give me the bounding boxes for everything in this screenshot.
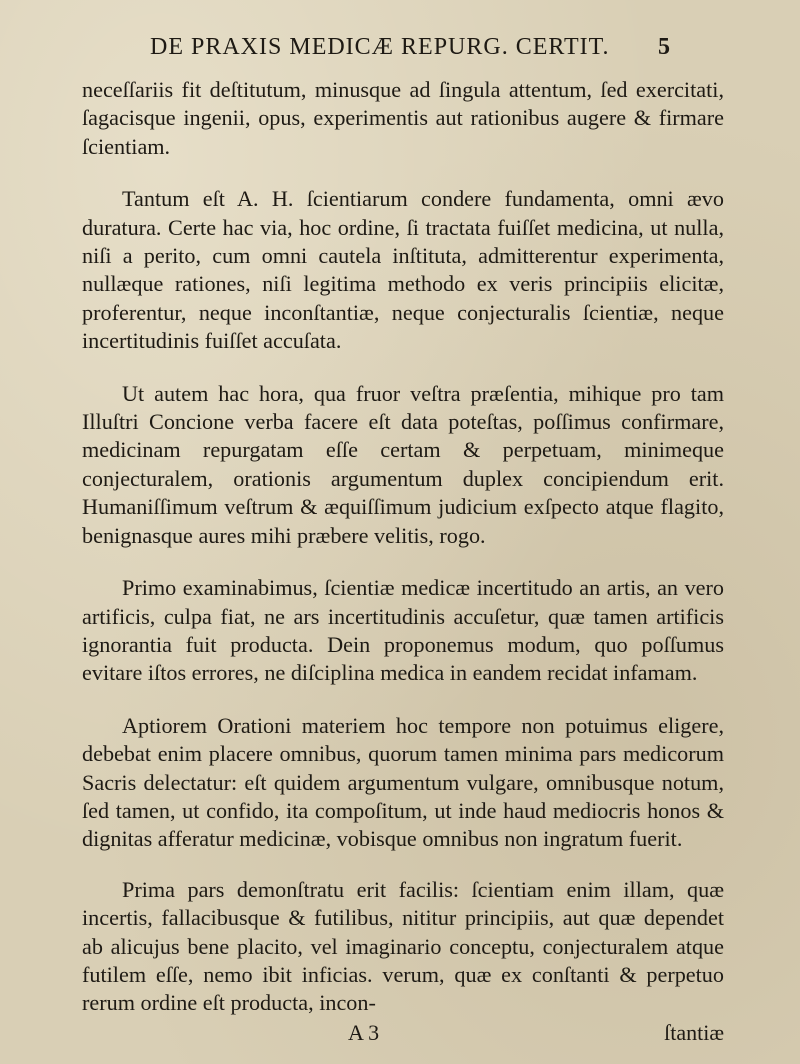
- page-number: 5: [658, 34, 670, 60]
- paragraph-prima-pars: Prima pars demonſtratu erit facilis: ſcientiam enim illam, quæ incertis, fallacibusque & futilibus, nititur principiis, aut quæ dependet ab alicujus bene placito, vel imaginario conceptu, conjecturalem atque futilem eſſe, nemo ibit inficias. verum, quæ ex conſtanti & perpetuo rerum ordine eſt producta, incon-: [82, 876, 724, 1016]
- paragraph-continuation: neceſſariis fit deſtitutum, minusque ad ſingula attentum, ſed exercitati, ſagacisque ingenii, opus, experimentis aut rationibus augere & firmare ſcientiam.: [82, 77, 724, 159]
- paragraph-primo: Primo examinabimus, ſcientiæ medicæ incertitudo an artis, an vero artificis, culpa fiat, ne ars incertitudinis accuſetur, quæ tamen artificis ignorantia fuit producta. Dein proponemus modum, quo poſſumus evitare iſtos errores, ne diſciplina medica in eandem recidat infamam.: [82, 575, 724, 686]
- paragraph-tantum: Tantum eſt A. H. ſcientiarum condere fundamenta, omni ævo duratura. Certe hac via, hoc ordine, ſi tractata fuiſſet medicina, ut nulla, niſi a perito, cum omni cautela inſtituta, admitterentur experimenta, nullæque rationes, niſi legitima methodo ex veris principiis elicitæ, proferentur, neque inconſtantiæ, neque conjecturalis ſcientiæ, neque incertitudinis fuiſſet accuſata.: [82, 186, 724, 354]
- page-header: [150, 34, 670, 74]
- body-text: [82, 76, 724, 1018]
- paragraph-aptiorem: Aptiorem Orationi materiem hoc tempore non potuimus eligere, debebat enim placere omnibus, quorum tamen minima pars medicorum Sacris delectatur: eſt quidem argumentum vulgare, omnibusque notum, ſed tamen, ut confido, ita compoſitum, ut inde haud mediocris honos & dignitas afferatur medicinæ, vobisque omnibus non ingratum fuerit.: [82, 712, 724, 852]
- signature-mark: A 3: [348, 1020, 380, 1045]
- running-head: DE PRAXIS MEDICÆ REPURG. CERTIT.: [150, 34, 610, 60]
- catchword: ſtantiæ: [664, 1020, 724, 1045]
- page-footer: [82, 1020, 724, 1050]
- paragraph-ut-autem: Ut autem hac hora, qua fruor veſtra præſentia, mihique pro tam Illuſtri Concione verba facere eſt data poteſtas, poſſimus confirmare, medicinam repurgatam eſſe certam & perpetuam, minimeque conjecturalem, orationis argumentum duplex concipiendum erit. Humaniſſimum veſtrum & æquiſſimum judicium exſpecto atque flagito, benignasque aures mihi præbere velitis, rogo.: [82, 380, 724, 548]
